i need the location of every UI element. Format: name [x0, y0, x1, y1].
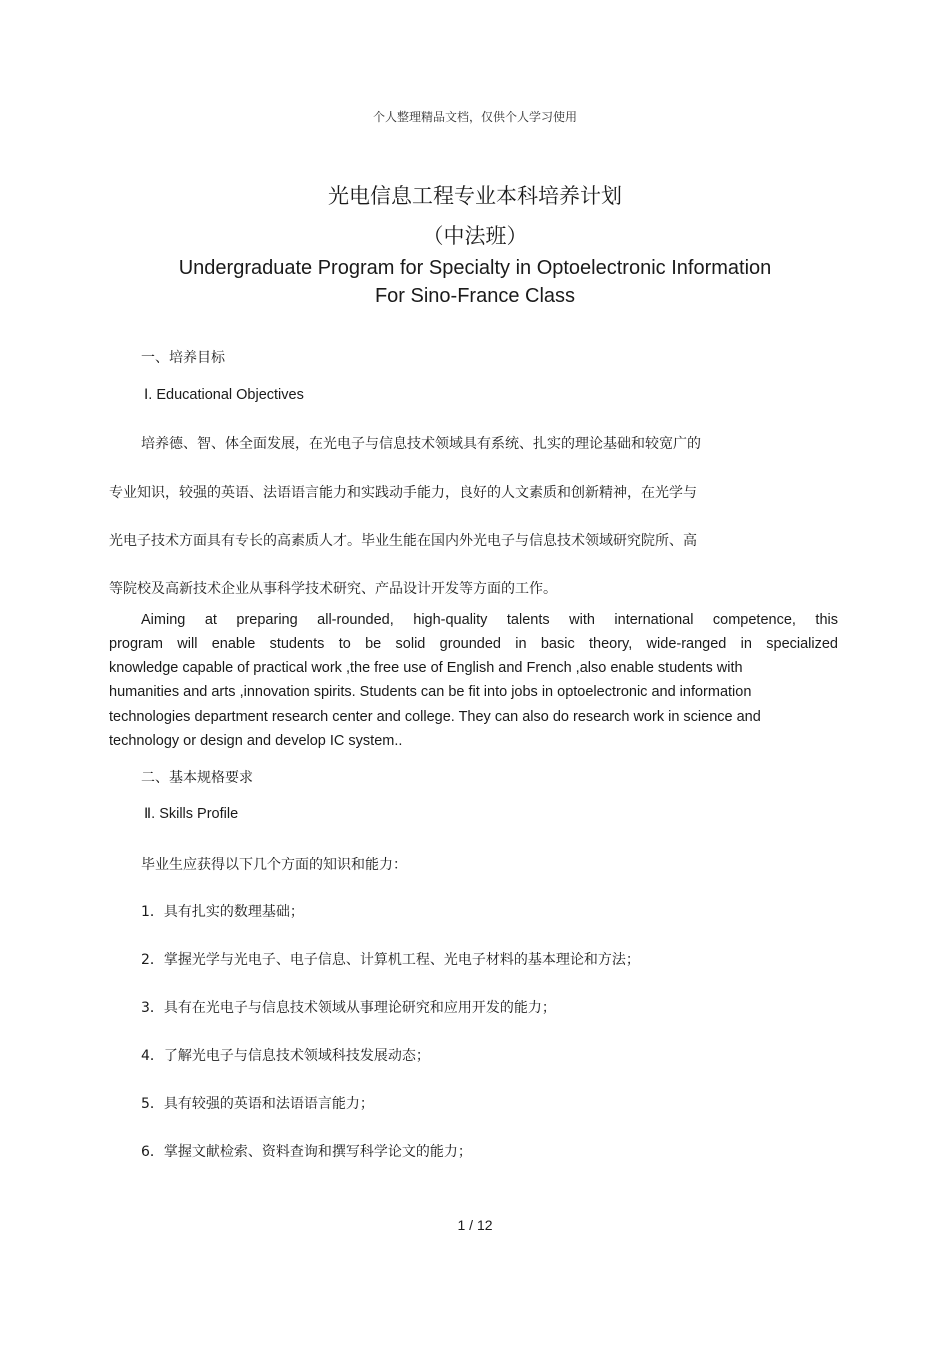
page-number: 1 / 12	[457, 1217, 493, 1233]
section1-para-en-line: technologies department research center and college. They can also do research work in science and	[109, 709, 761, 725]
list-item: 4．了解光电子与信息技术领域科技发展动态；	[141, 1048, 430, 1064]
list-item: 6．掌握文献检索、资料查询和撰写科学论文的能力；	[141, 1144, 472, 1160]
section1-para-cn-line: 培养德、智、体全面发展，在光电子与信息技术领域具有系统、扎实的理论基础和较宽广的	[141, 436, 701, 452]
section1-para-en-line: technology or design and develop IC system..	[109, 733, 403, 749]
section1-para-en-line: program will enable students to be solid grounded in basic theory, wide-ranged in specialized	[109, 636, 838, 652]
section1-para-cn-line: 专业知识，较强的英语、法语语言能力和实践动手能力，良好的人文素质和创新精神，在光学与	[109, 485, 697, 501]
section2-intro: 毕业生应获得以下几个方面的知识和能力：	[141, 857, 407, 873]
list-item: 3．具有在光电子与信息技术领域从事理论研究和应用开发的能力；	[141, 1000, 556, 1016]
section1-para-en-line: Aiming at preparing all-rounded, high-quality talents with international competence, this	[141, 612, 838, 628]
header-note: 个人整理精品文档，仅供个人学习使用	[372, 110, 577, 124]
section1-heading-cn: 一、培养目标	[141, 350, 225, 366]
list-item: 5．具有较强的英语和法语语言能力；	[141, 1096, 374, 1112]
section2-heading-en: Ⅱ. Skills Profile	[144, 806, 239, 822]
section2-heading-cn: 二、基本规格要求	[141, 770, 253, 786]
section1-heading-en: Ⅰ. Educational Objectives	[144, 387, 304, 403]
page-subtitle-cn: （中法班）	[422, 224, 528, 248]
page-title-en-line1: Undergraduate Program for Specialty in Optoelectronic Information	[178, 257, 772, 279]
page-title-en-line2: For Sino-France Class	[374, 285, 576, 307]
page-title-cn: 光电信息工程专业本科培养计划	[328, 184, 622, 208]
section1-para-cn-line: 等院校及高新技术企业从事科学技术研究、产品设计开发等方面的工作。	[109, 581, 557, 597]
section1-para-en-line: humanities and arts ,innovation spirits. Students can be fit into jobs in optoelectronic and information	[109, 684, 752, 700]
section1-para-cn-line: 光电子技术方面具有专长的高素质人才。毕业生能在国内外光电子与信息技术领域研究院所、高	[109, 533, 697, 549]
list-item: 1．具有扎实的数理基础；	[141, 904, 304, 920]
list-item: 2．掌握光学与光电子、电子信息、计算机工程、光电子材料的基本理论和方法；	[141, 952, 640, 968]
section1-para-en-line: knowledge capable of practical work ,the free use of English and French ,also enable students with	[109, 660, 743, 676]
